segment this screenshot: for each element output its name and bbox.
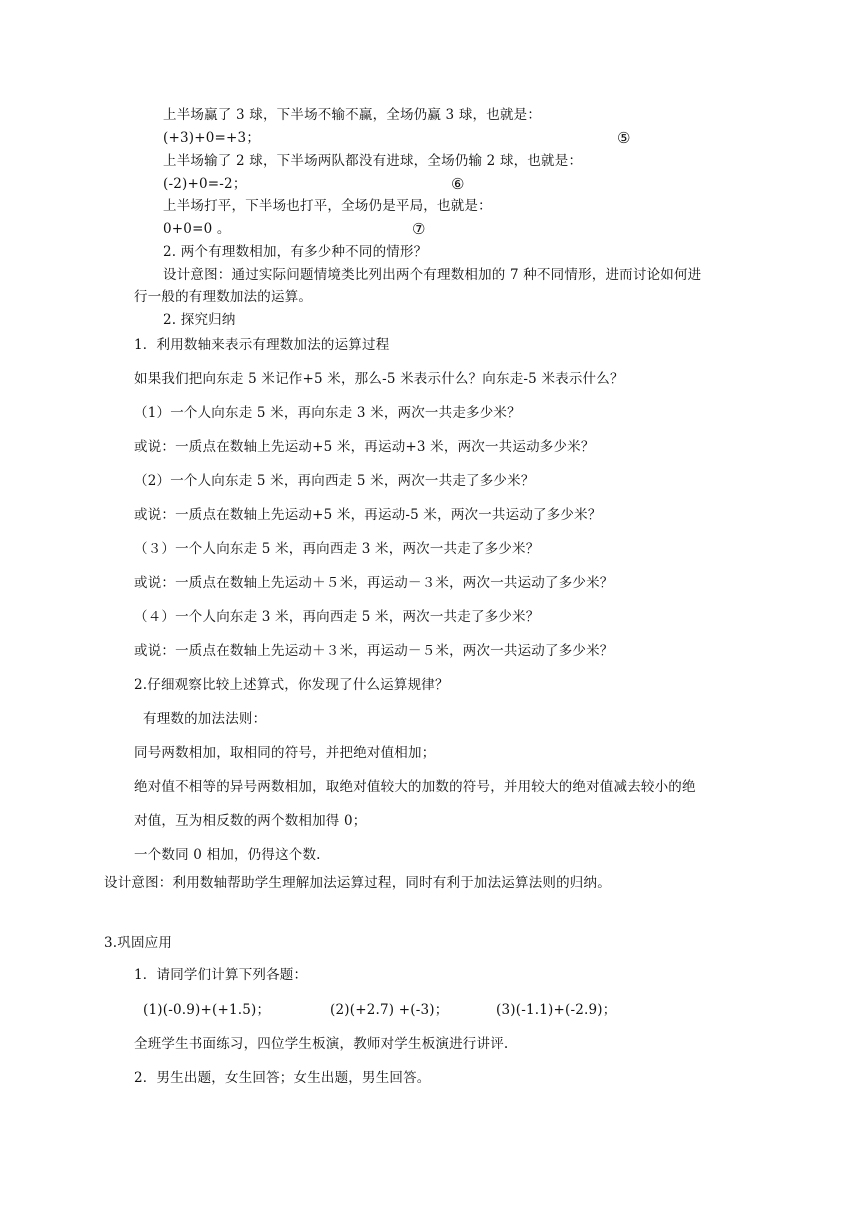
text-line-win: 上半场赢了 3 球，下半场不输不赢，全场仍赢 3 球，也就是： (163, 107, 542, 123)
text-line-lose: 上半场输了 2 球，下半场两队都没有进球，全场仍输 2 球，也就是： (163, 153, 583, 169)
equation-lose: (-2)+0=-2； (163, 176, 247, 192)
subheading-number-line: 1．利用数轴来表示有理数加法的运算过程 (134, 337, 390, 353)
rule-zero: 一个数同 0 相加，仍得这个数. (134, 847, 321, 863)
question-2-alt: 或说：一质点在数轴上先运动+5 米，再运动-5 米，两次一共运动了多少米？ (134, 507, 602, 523)
circled-number-5: ⑤ (617, 129, 631, 147)
question-cases: 2. 两个有理数相加，有多少种不同的情形？ (163, 244, 428, 260)
design-intent-2: 设计意图：利用数轴帮助学生理解加法运算过程，同时有利于加法运算法则的归纳。 (104, 875, 611, 891)
section-heading-apply: 3.巩固应用 (104, 935, 173, 951)
circled-number-7: ⑦ (412, 220, 426, 238)
rule-same-sign: 同号两数相加，取相同的符号，并把绝对值相加； (134, 745, 436, 761)
activity-2: 2．男生出题，女生回答；女生出题，男生回答。 (134, 1070, 431, 1086)
exercise-3: (3)(-1.1)+(-2.9)； (496, 1002, 617, 1018)
section-heading-explore: 2. 探究归纳 (163, 312, 236, 328)
question-1-alt: 或说：一质点在数轴上先运动+5 米，再运动+3 米，两次一共运动多少米？ (134, 439, 595, 455)
class-practice-note: 全班学生书面练习，四位学生板演，教师对学生板演进行讲评. (134, 1036, 509, 1052)
text-line-tie: 上半场打平，下半场也打平，全场仍是平局，也就是： (163, 198, 492, 214)
exercise-prompt: 1．请同学们计算下列各题： (134, 967, 308, 983)
question-4-alt: 或说：一质点在数轴上先运动＋３米，再运动－５米，两次一共运动了多少米？ (134, 643, 614, 659)
question-1: （1）一个人向东走 5 米，再向东走 3 米，两次一共走多少米？ (134, 405, 521, 421)
exercise-2: (2)(+2.7) +(-3)； (330, 1002, 449, 1018)
rule-opposite-sign-line2: 对值，互为相反数的两个数相加得 0； (134, 813, 367, 829)
subheading-pattern: 2.仔细观察比较上述算式，你发现了什么运算规律？ (134, 677, 449, 693)
circled-number-6: ⑥ (451, 175, 465, 193)
equation-tie: 0+0=0 。 (163, 221, 231, 237)
question-4: （４）一个人向东走 3 米，再向西走 5 米，两次一共走了多少米？ (134, 609, 540, 625)
question-2: （2）一个人向东走 5 米，再向西走 5 米，两次一共走了多少米？ (134, 473, 535, 489)
rule-title: 有理数的加法法则： (143, 711, 267, 727)
equation-win: (+3)+0=+3； (163, 130, 261, 146)
design-intent-1-line1: 设计意图：通过实际问题情境类比列出两个有理数相加的 7 种不同情形，进而讨论如何进 (163, 267, 702, 283)
question-3-alt: 或说：一质点在数轴上先运动＋５米，再运动－３米，两次一共运动了多少米？ (134, 575, 614, 591)
exercise-1: (1)(-0.9)+(+1.5)； (143, 1002, 271, 1018)
design-intent-1-line2: 行一般的有理数加法的运算。 (134, 289, 313, 305)
rule-opposite-sign-line1: 绝对值不相等的异号两数相加，取绝对值较大的加数的符号，并用较大的绝对值减去较小的绝 (134, 779, 696, 795)
question-3: （３）一个人向东走 5 米，再向西走 3 米，两次一共走了多少米？ (134, 541, 540, 557)
intro-question: 如果我们把向东走 5 米记作+5 米，那么-5 米表示什么？向东走-5 米表示什么？ (134, 371, 624, 387)
